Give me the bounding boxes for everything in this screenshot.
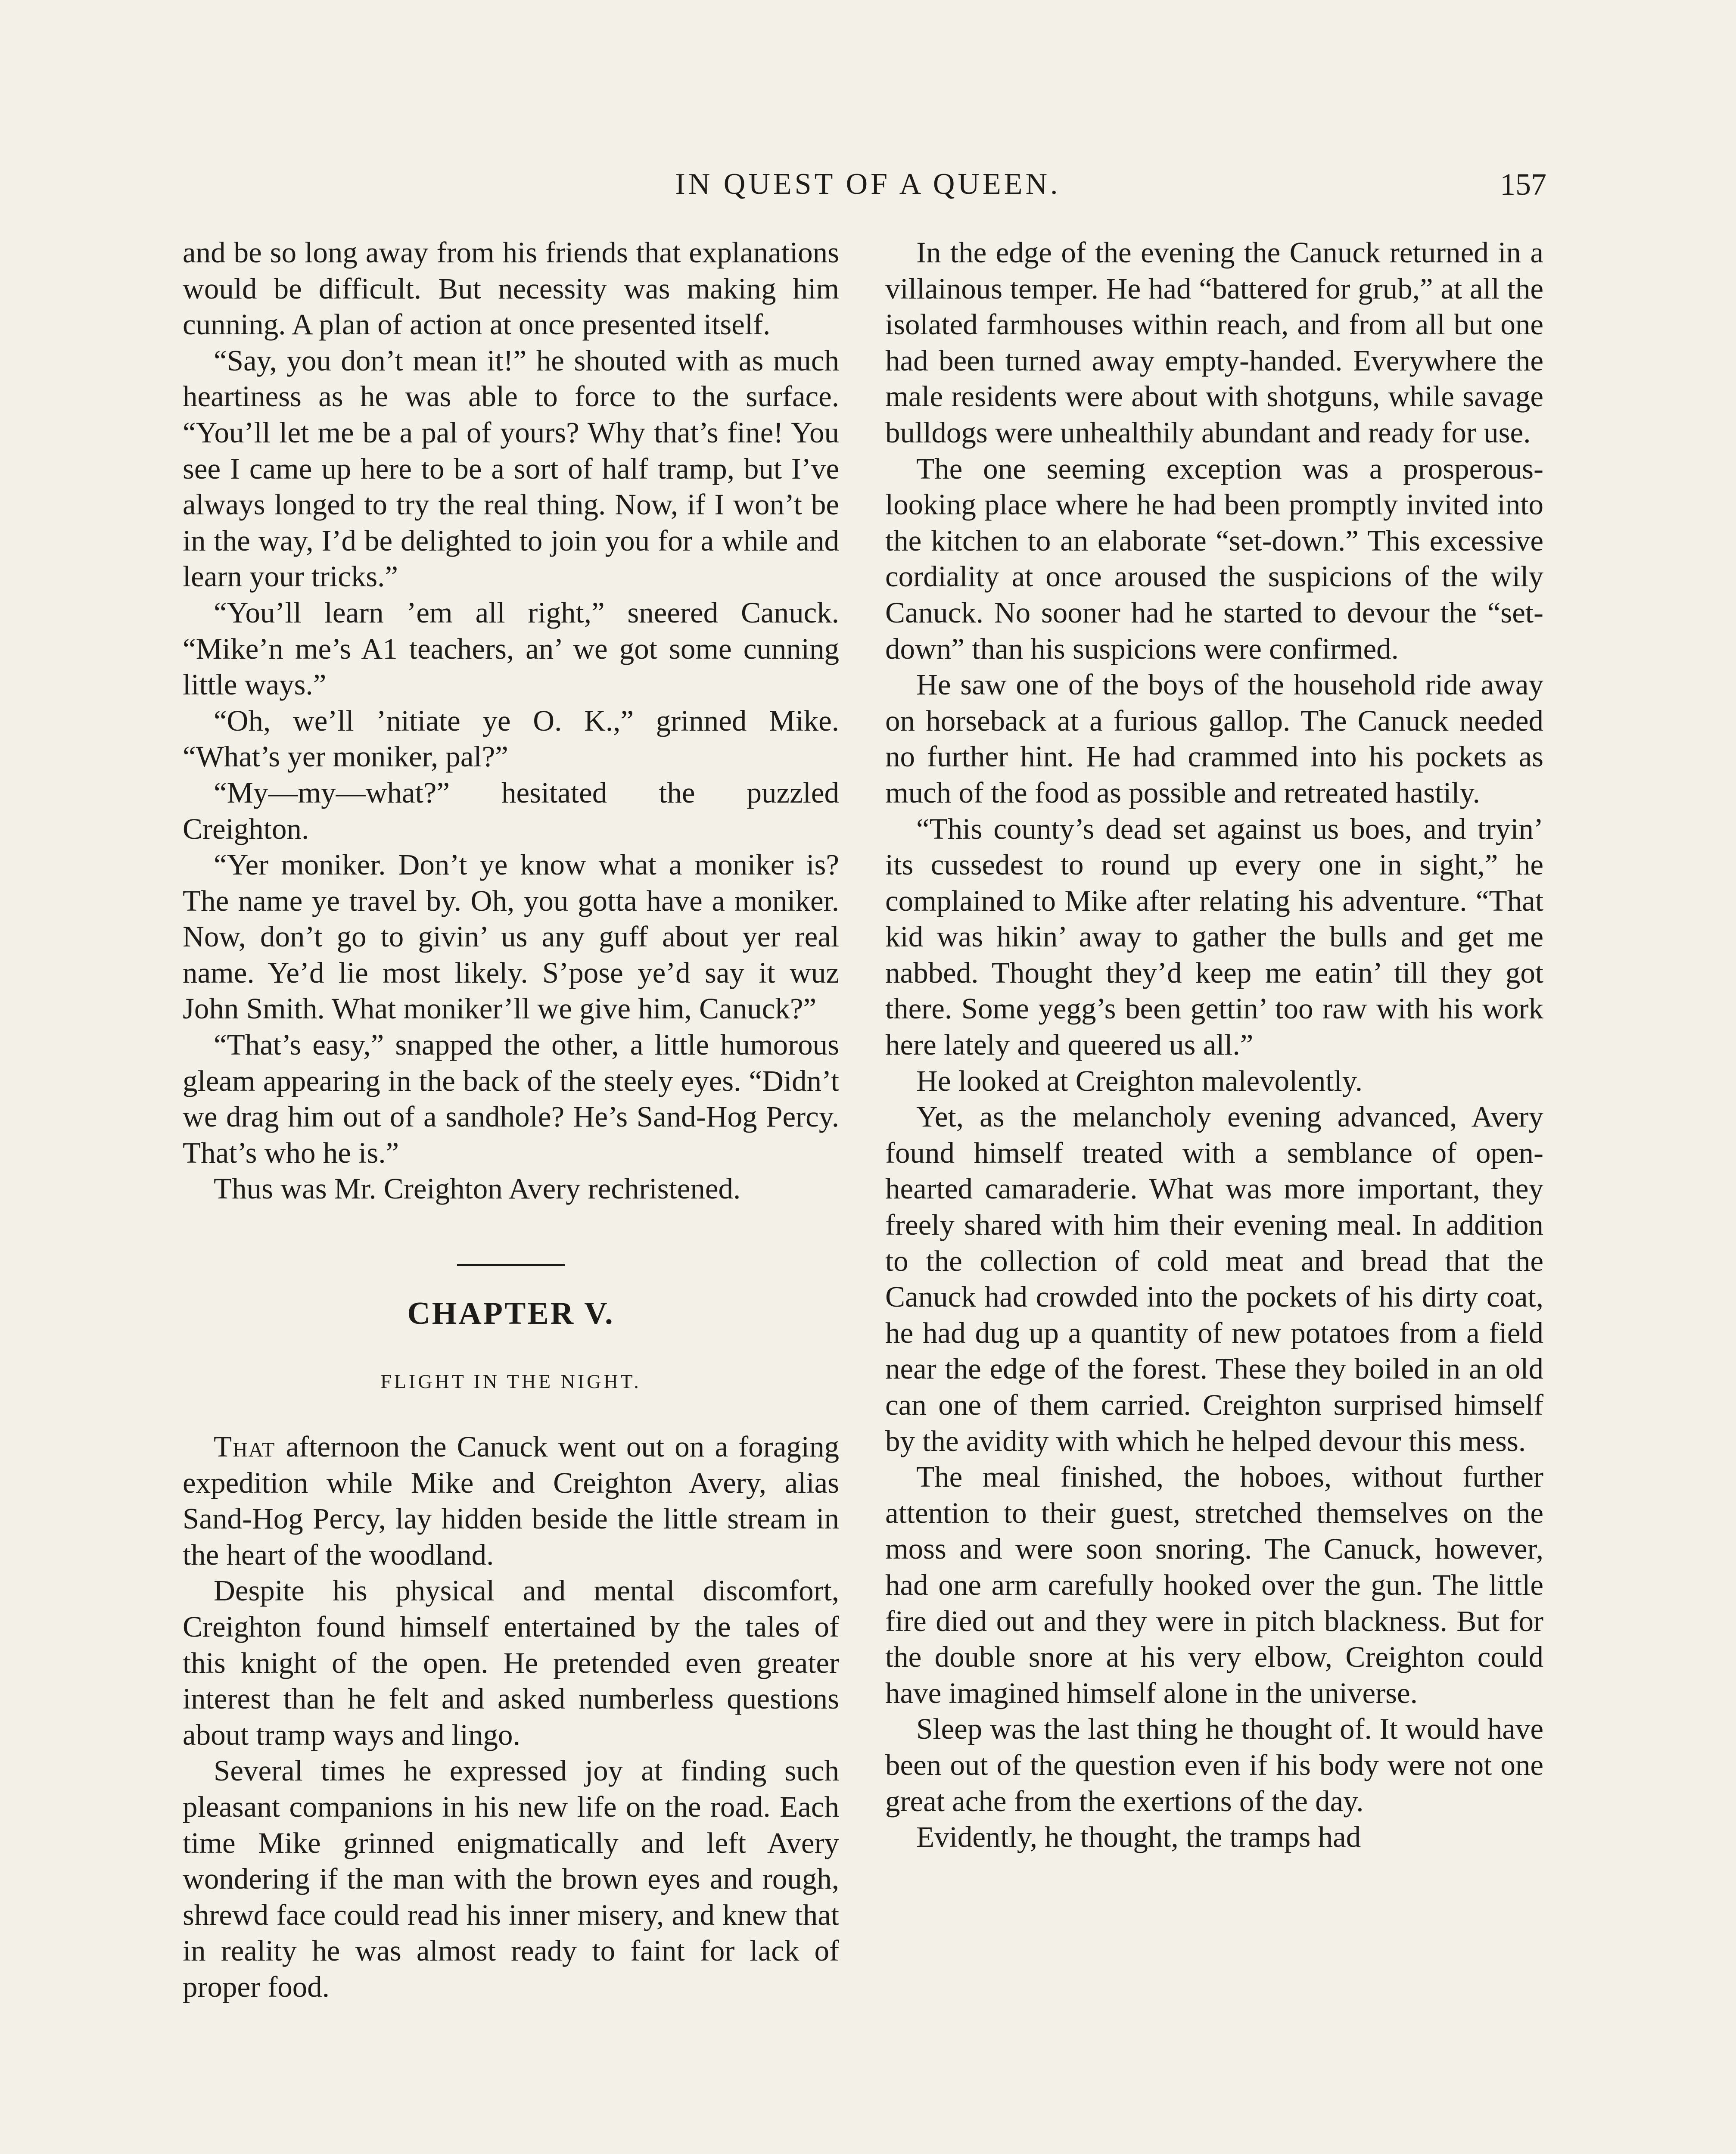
paragraph: Despite his physical and mental discomfort, Creighton found himself entertained by the tales of this knight of the open. He pretended even greater interest than he felt and asked numberless questions about tramp ways and lingo. bbox=[183, 1574, 839, 1751]
page-number: 157 bbox=[1500, 167, 1546, 202]
paragraph: “This county’s dead set against us boes, and tryin’ its cussedest to round up every one in sight,” he complained to Mike after relating his adventure. “That kid was hikin’ away to gather the bulls and get me nabbed. Thought they’d keep me eatin’ till they got there. Some yegg’s been gettin’ too raw with his work here lately and queered us all.” bbox=[885, 812, 1543, 1061]
page-header bbox=[190, 163, 1546, 206]
paragraph: “Say, you don’t mean it!” he shouted with as much heartiness as he was able to force to the surface. “You’ll let me be a pal of yours? Why that’s fine! You see I came up here to be a sort of half tramp, but I’ve always longed to try the real thing. Now, if I won’t be in the way, I’d be delighted to join you for a while and learn your tricks.” bbox=[183, 344, 839, 593]
paragraph: The meal finished, the hoboes, without further attention to their guest, stretched themselves on the moss and were soon snoring. The Canuck, however, had one arm carefully hooked over the gun. The little fire died out and they were in pitch blackness. But for the double snore at his very elbow, Creighton could have imagined himself alone in the universe. bbox=[885, 1460, 1543, 1709]
chapter-title: CHAPTER V. bbox=[407, 1296, 615, 1332]
paragraph: Evidently, he thought, the tramps had bbox=[916, 1821, 1361, 1854]
running-head: IN QUEST OF A QUEEN. bbox=[675, 168, 1061, 201]
paragraph: The one seeming exception was a prosperous-looking place where he had been promptly invited into the kitchen to an elaborate “set-down.” This excessive cordiality at once aroused the suspicions of the wily Canuck. No sooner had he started to devour the “set-down” than his suspicions were confirmed. bbox=[885, 452, 1543, 665]
paragraph: In the edge of the evening the Canuck returned in a villainous temper. He had “battered for grub,” at all the isolated farmhouses within reach, and from all but one had been turned away empty-handed. Everywhere the male residents were about with shotguns, while savage bulldogs were unhealthily abundant and ready for use. bbox=[885, 236, 1543, 449]
paragraph: “You’ll learn ’em all right,” sneered Canuck. “Mike’n me’s A1 teachers, an’ we got some cunning little ways.” bbox=[183, 596, 839, 701]
lead-word: That bbox=[214, 1430, 276, 1463]
paragraph: Yet, as the melancholy evening advanced, Avery found himself treated with a semblance of open-hearted camaraderie. What was more important, they freely shared with him their evening meal. In addition to the collection of cold meat and bread that the Canuck had crowded into the pockets of his dirty coat, he had dug up a quantity of new potatoes from a field near the edge of the forest. These they boiled in an old can one of them carried. Creighton surprised himself by the avidity with which he helped devour this mess. bbox=[885, 1100, 1543, 1457]
section-divider bbox=[457, 1264, 565, 1266]
paragraph: “Oh, we’ll ’nitiate ye O. K.,” grinned Mike. “What’s yer moniker, pal?” bbox=[183, 704, 839, 773]
lead-rest: afternoon the Canuck went out on a foraging expedition while Mike and Creighton Avery, alias Sand-Hog Percy, lay hidden beside the little stream in the heart of the woodland. bbox=[183, 1430, 839, 1571]
paragraph: “My—my—what?” hesitated the puzzled Creighton. bbox=[183, 776, 839, 845]
paragraph: He saw one of the boys of the household ride away on horseback at a furious gallop. The Canuck needed no further hint. He had crammed into his pockets as much of the food as possible and retreated hastily. bbox=[885, 668, 1543, 809]
chapter-opening-paragraph bbox=[183, 1429, 839, 1573]
paragraph: Sleep was the last thing he thought of. It would have been out of the question even if his body were not one great ache from the exertions of the day. bbox=[885, 1712, 1543, 1818]
chapter-subtitle: FLIGHT IN THE NIGHT. bbox=[380, 1370, 641, 1393]
paragraph: and be so long away from his friends that explanations would be difficult. But necessity was making him cunning. A plan of action at once presented itself. bbox=[183, 236, 839, 341]
paragraph: He looked at Creighton malevolently. bbox=[916, 1064, 1363, 1097]
paragraph: Thus was Mr. Creighton Avery rechristened. bbox=[214, 1172, 741, 1205]
paragraph: “Yer moniker. Don’t ye know what a moniker is? The name ye travel by. Oh, you gotta have a moniker. Now, don’t go to givin’ us any guff about yer real name. Ye’d lie most likely. S’pose ye’d say it wuz John Smith. What moniker’ll we give him, Canuck?” bbox=[183, 848, 839, 1025]
paragraph: Several times he expressed joy at finding such pleasant companions in his new life on the road. Each time Mike grinned enigmatically and left Avery wondering if the man with the brown eyes and rough, shrewd face could read his inner misery, and knew that in reality he was almost ready to faint for lack of proper food. bbox=[183, 1754, 839, 2003]
right-column bbox=[885, 235, 1543, 1855]
left-column bbox=[183, 235, 839, 2005]
paragraph: “That’s easy,” snapped the other, a little humorous gleam appearing in the back of the steely eyes. “Didn’t we drag him out of a sandhole? He’s Sand-Hog Percy. That’s who he is.” bbox=[183, 1028, 839, 1169]
